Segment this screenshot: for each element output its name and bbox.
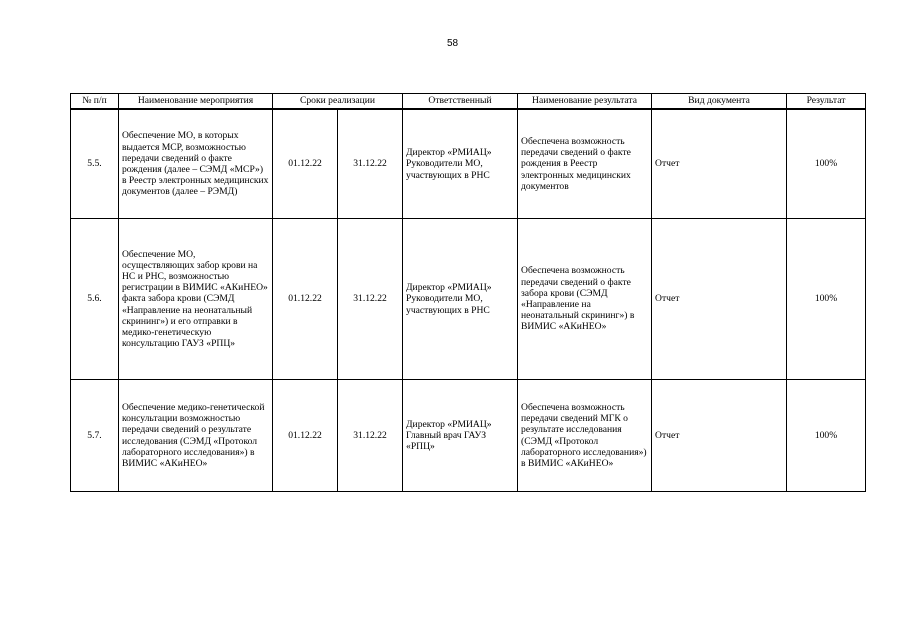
row-result: 100% <box>787 109 866 219</box>
header-result-name: Наименование результата <box>518 94 652 110</box>
row-start-date: 01.12.22 <box>273 109 338 219</box>
row-num: 5.5. <box>71 109 119 219</box>
row-num: 5.6. <box>71 219 119 380</box>
row-responsible: Директор «РМИАЦ» Руководители МО, участвующих в РНС <box>403 109 518 219</box>
row-start-date: 01.12.22 <box>273 380 338 492</box>
row-result: 100% <box>787 219 866 380</box>
row-end-date: 31.12.22 <box>338 219 403 380</box>
row-start-date: 01.12.22 <box>273 219 338 380</box>
row-doc-type: Отчет <box>652 380 787 492</box>
header-result: Результат <box>787 94 866 110</box>
table-header-row <box>71 94 866 110</box>
row-end-date: 31.12.22 <box>338 109 403 219</box>
row-activity: Обеспечение медико-генетической консультации возможностью передачи сведений о результате исследования (СЭМД «Протокол лабораторного исследования») в ВИМИС «АКиНЕО» <box>119 380 273 492</box>
header-activity: Наименование мероприятия <box>119 94 273 110</box>
table-row <box>71 109 866 219</box>
table-row <box>71 380 866 492</box>
table-row <box>71 219 866 380</box>
row-doc-type: Отчет <box>652 109 787 219</box>
row-result: 100% <box>787 380 866 492</box>
row-result-name: Обеспечена возможность передачи сведений о факте забора крови (СЭМД «Направление на неонатальный скрининг») в ВИМИС «АКиНЕО» <box>518 219 652 380</box>
header-num: № п/п <box>71 94 119 110</box>
row-end-date: 31.12.22 <box>338 380 403 492</box>
row-activity: Обеспечение МО, в которых выдается МСР, возможностью передачи сведений о факте рождения (далее – СЭМД «МСР») в Реестр электронных медицинских документов (далее – РЭМД) <box>119 109 273 219</box>
row-num: 5.7. <box>71 380 119 492</box>
activity-plan-table <box>70 93 866 492</box>
header-terms: Сроки реализации <box>273 94 403 110</box>
header-doc-type: Вид документа <box>652 94 787 110</box>
header-responsible: Ответственный <box>403 94 518 110</box>
row-result-name: Обеспечена возможность передачи сведений МГК о результате исследования (СЭМД «Протокол лабораторного исследования») в ВИМИС «АКиНЕО» <box>518 380 652 492</box>
row-result-name: Обеспечена возможность передачи сведений о факте рождения в Реестр электронных медицинских документов <box>518 109 652 219</box>
row-responsible: Директор «РМИАЦ» Руководители МО, участвующих в РНС <box>403 219 518 380</box>
row-activity: Обеспечение МО, осуществляющих забор крови на НС и РНС, возможностью регистрации в ВИМИС «АКиНЕО» факта забора крови (СЭМД «Направление на неонатальный скрининг») и его отправки в медико-генетическую консультацию ГАУЗ «РПЦ» <box>119 219 273 380</box>
page-number: 58 <box>446 38 459 49</box>
row-doc-type: Отчет <box>652 219 787 380</box>
row-responsible: Директор «РМИАЦ» Главный врач ГАУЗ «РПЦ» <box>403 380 518 492</box>
